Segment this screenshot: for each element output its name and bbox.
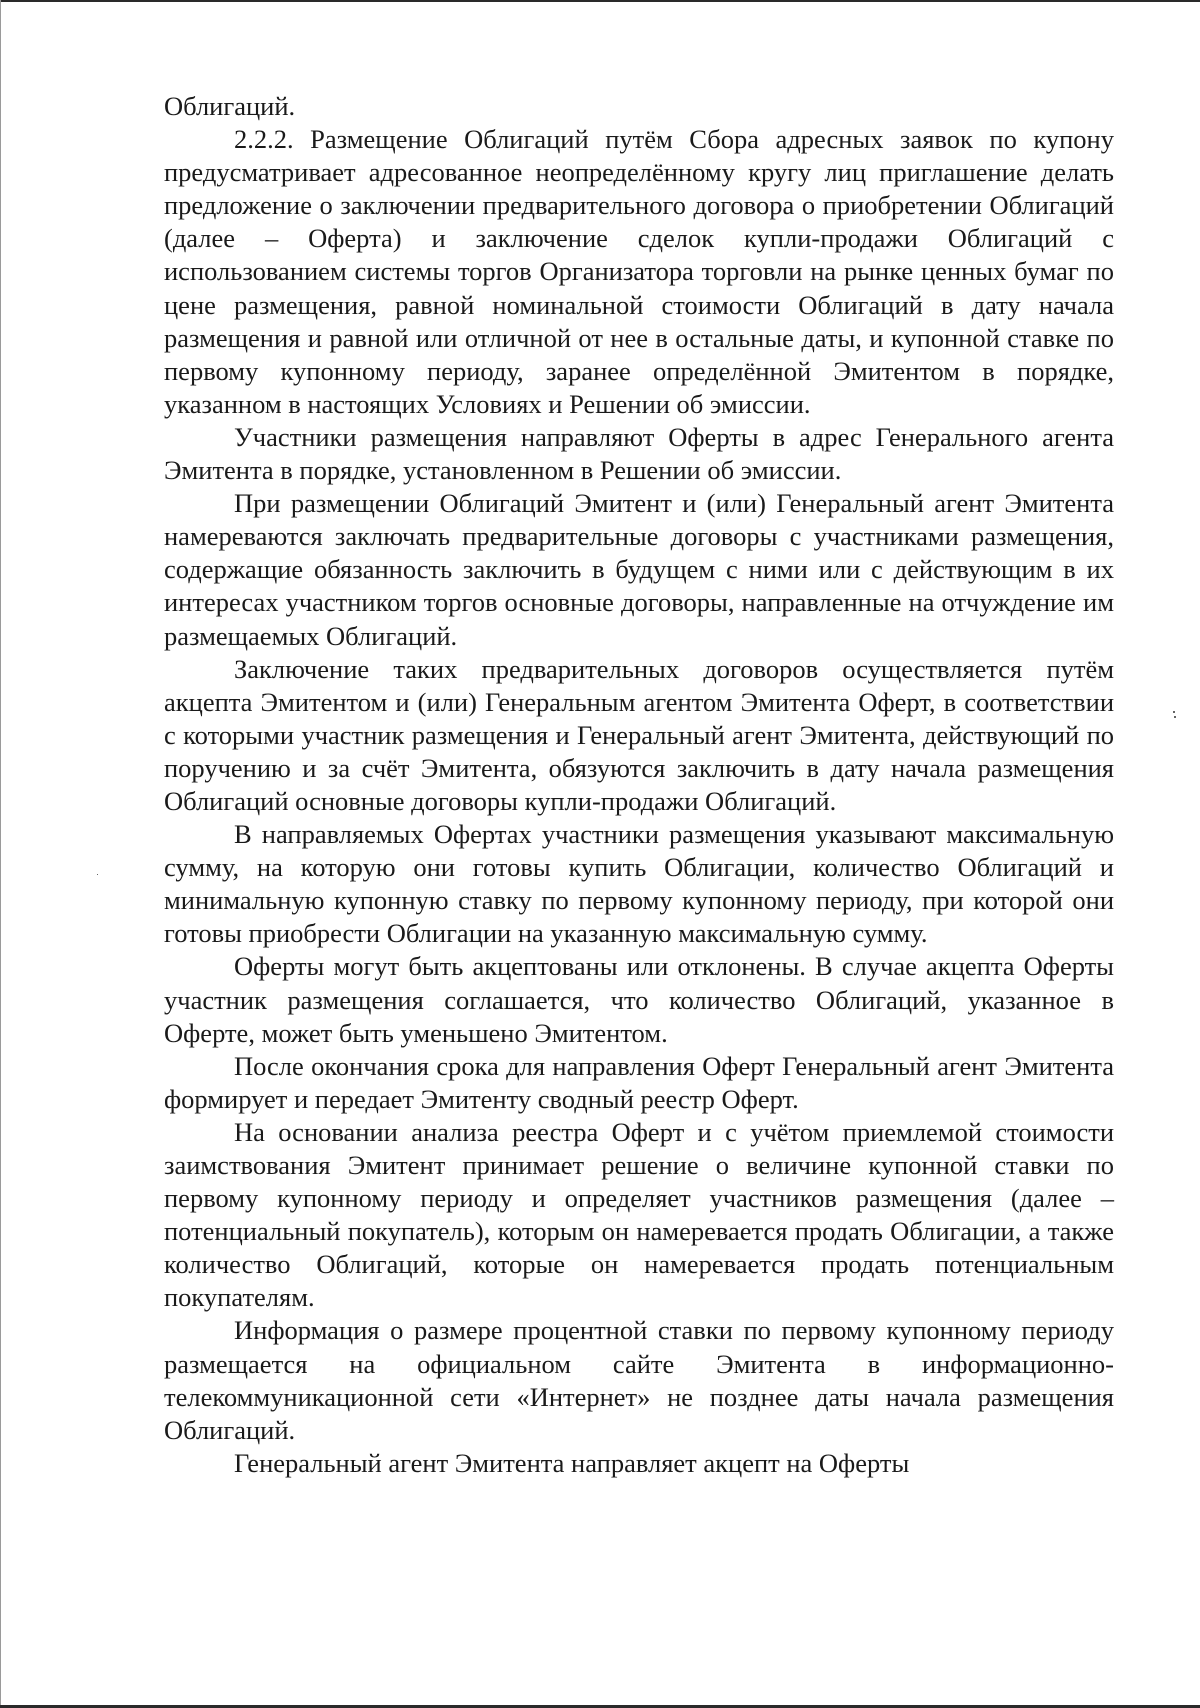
paragraph-agent-acceptance: Генеральный агент Эмитента направляет акцепт на Оферты xyxy=(234,1447,910,1478)
paragraph-coupon-decision: На основании анализа реестра Оферт и с учётом приемлемой стоимости заимствования Эмитент принимает решение о величине купонной ставки по первому купонному периоду и определяет участников размещения (далее – потенциальный покупатель), которым он намеревается продать Облигации, а также количество Облигаций, которые он намеревается продать потенциальным покупателям. xyxy=(164,1116,1114,1313)
paragraph-offer-acceptance: Оферты могут быть акцептованы или отклонены. В случае акцепта Оферты участник размещения соглашается, что количество Облигаций, указанное в Оферте, может быть уменьшено Эмитентом. xyxy=(164,951,1114,1048)
paragraph-offers-direction: Участники размещения направляют Оферты в адрес Генерального агента Эмитента в порядке, установленном в Решении об эмиссии. xyxy=(164,421,1114,486)
paragraph-offer-contents: В направляемых Офертах участники размещения указывают максимальную сумму, на которую они готовы купить Облигации, количество Облигаций и минимальную купонную ставку по первому купонному периоду, при которой они готовы приобрести Облигации на указанную максимальную сумму. xyxy=(164,819,1114,949)
scan-speck xyxy=(1174,716,1176,718)
paragraph-continuation: Облигаций. xyxy=(164,91,296,121)
paragraph-rate-disclosure: Информация о размере процентной ставки по первому купонному периоду размещается на официальном сайте Эмитента в информационно-телекоммуникационной сети «Интернет» не позднее даты начала размещения Облигаций. xyxy=(164,1315,1114,1445)
paragraph-preliminary-contracts: При размещении Облигаций Эмитент и (или) Генеральный агент Эмитента намереваются заключать предварительные договоры с участниками размещения, содержащие обязанность заключить в будущем с ними или с действующим в их интересах участником торгов основные договоры, направленные на отчуждение им размещаемых Облигаций. xyxy=(164,488,1114,651)
paragraph-offer-registry: После окончания срока для направления Оферт Генеральный агент Эмитента формирует и передает Эмитенту сводный реестр Оферт. xyxy=(164,1050,1114,1114)
scan-top-edge xyxy=(0,0,1200,2)
paragraph-section-2-2-2: 2.2.2. Размещение Облигаций путём Сбора адресных заявок по купону предусматривает адресованное неопределённому кругу лиц приглашение делать предложение о заключении предварительного договора о приобретении Облигаций (далее – Оферта) и заключение сделок купли-продажи Облигаций с использованием системы торгов Организатора торговли на рынке ценных бумаг по цене размещения, равной номинальной стоимости Облигаций в дату начала размещения и равной или отличной от нее в остальные даты, и купонной ставке по первому купонному периоду, заранее определённой Эмитентом в порядке, указанном в настоящих Условиях и Решении об эмиссии. xyxy=(164,124,1114,419)
scan-speck xyxy=(97,874,98,875)
scan-left-edge xyxy=(0,0,1,1708)
paragraph-contract-conclusion: Заключение таких предварительных договоров осуществляется путём акцепта Эмитентом и (или) Генеральным агентом Эмитента Оферт, в соответствии с которыми участник размещения и Генеральный агент Эмитента, действующий по поручению и за счёт Эмитента, обязуются заключить в дату начала размещения Облигаций основные договоры купли-продажи Облигаций. xyxy=(164,653,1114,816)
document-page xyxy=(164,90,1114,1480)
scan-speck xyxy=(1173,711,1175,713)
